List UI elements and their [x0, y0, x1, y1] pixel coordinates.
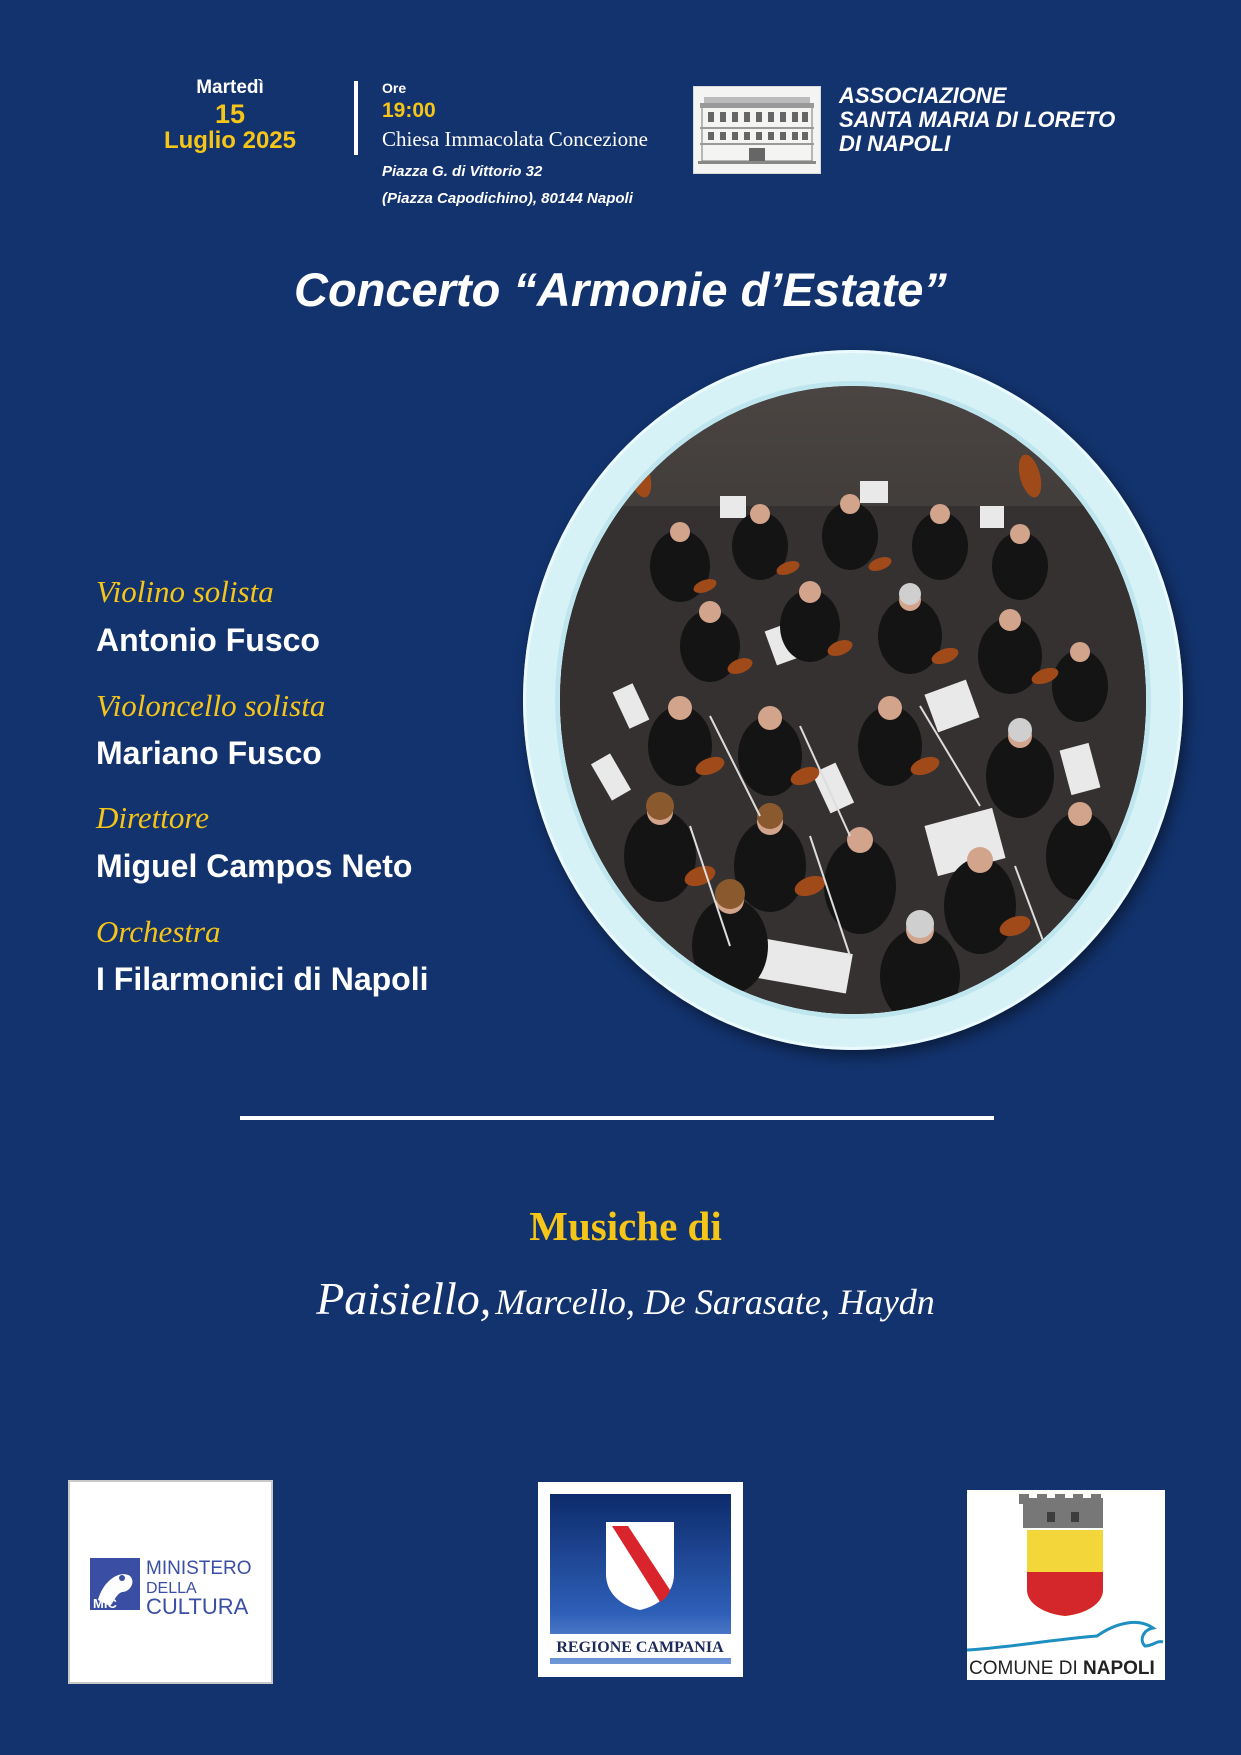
ministero-cultura-logo	[68, 1480, 273, 1684]
first-composer: Paisiello,	[316, 1273, 492, 1324]
mic-line-1: MINISTERO	[146, 1558, 252, 1579]
section-divider	[240, 1116, 994, 1120]
building-icon	[694, 87, 820, 173]
time-label: Ore	[382, 80, 407, 96]
association-logo	[693, 86, 821, 174]
address-line-2: (Piazza Capodichino), 80144 Napoli	[382, 190, 633, 207]
address-line-1: Piazza G. di Vittorio 32	[382, 163, 543, 180]
comune-napoli-logo	[967, 1490, 1165, 1680]
performer-violin: Antonio Fusco	[96, 622, 320, 658]
napoli-crest-icon	[967, 1490, 1165, 1680]
other-composers: Marcello, De Sarasate, Haydn	[495, 1282, 935, 1322]
campania-shield-icon	[538, 1482, 743, 1677]
composers-line	[0, 1272, 1241, 1325]
mic-badge: MiC	[93, 1596, 117, 1611]
role-cello: Violoncello solista	[96, 688, 326, 723]
performer-conductor: Miguel Campos Neto	[96, 848, 413, 884]
mic-emblem-icon	[70, 1482, 271, 1682]
role-orchestra: Orchestra	[96, 914, 221, 949]
event-time: 19:00	[382, 98, 436, 122]
association-line-2: SANTA MARIA DI LORETO	[839, 106, 1116, 132]
mic-line-3: CULTURA	[146, 1594, 249, 1619]
performer-orchestra: I Filarmonici di Napoli	[96, 961, 429, 997]
svg-text:COMUNE DI NAPOLI	[969, 1658, 1155, 1679]
napoli-prefix: COMUNE DI	[969, 1658, 1083, 1679]
day-name: Martedì	[196, 77, 264, 98]
regione-campania-logo	[538, 1482, 743, 1677]
day-number: 15	[214, 98, 246, 129]
performer-cello: Mariano Fusco	[96, 735, 322, 771]
venue-address	[382, 158, 648, 212]
header-divider	[354, 81, 358, 155]
association-name	[839, 84, 1115, 155]
month-year: Luglio 2025	[163, 127, 297, 155]
date-block	[130, 78, 330, 153]
music-label: Musiche di	[529, 1203, 722, 1249]
role-conductor: Direttore	[96, 800, 210, 835]
association-line-3: DI NAPOLI	[839, 130, 951, 156]
role-violin: Violino solista	[96, 574, 274, 609]
napoli-bold: NAPOLI	[1083, 1658, 1155, 1679]
association-line-1: ASSOCIAZIONE	[839, 83, 1007, 108]
time-venue-block	[382, 80, 648, 212]
venue-name: Chiesa Immacolata Concezione	[382, 126, 648, 151]
mic-line-2: DELLA	[146, 1580, 197, 1597]
campania-text: REGIONE CAMPANIA	[556, 1639, 724, 1656]
concert-title: Concerto “Armonie d’Estate”	[294, 263, 947, 316]
orchestra-photo	[560, 386, 1146, 1014]
orchestra-illustration	[560, 386, 1146, 1014]
